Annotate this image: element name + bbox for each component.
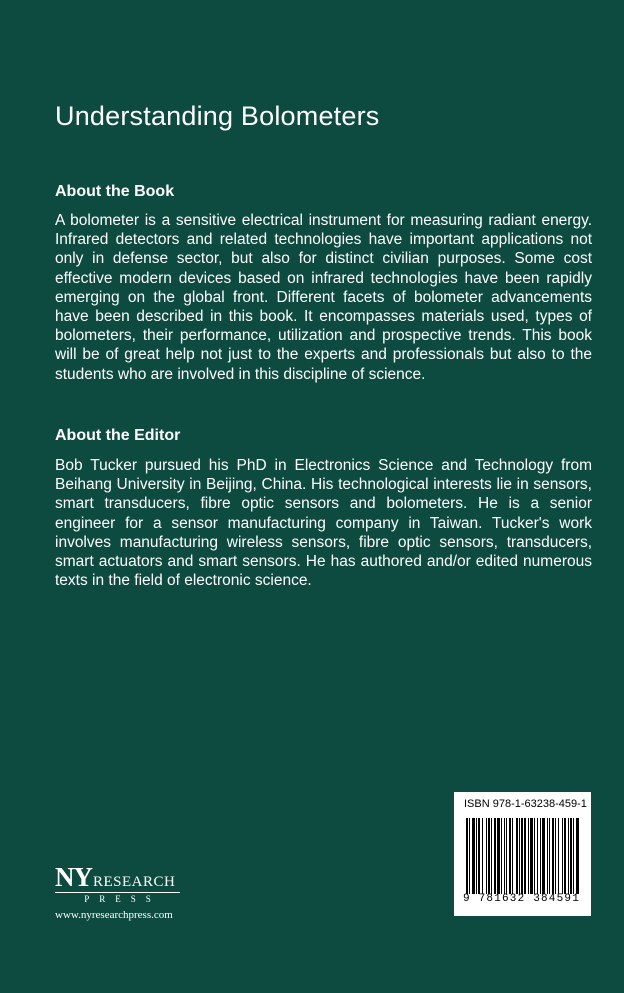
barcode-bar bbox=[558, 818, 559, 894]
publisher-wordmark bbox=[55, 862, 185, 892]
barcode-bar bbox=[564, 818, 566, 894]
about-book-text: A bolometer is a sensitive electrical instrument for measuring radiant energy. Infrared detectors and related technologies have important applications not only in defense sector, but also for distinct civilian purposes. Some cost effective modern devices based on infrared technologies have been rapidly emerging on the global front. Different facets of bolometer advancements have been described in this book. It encompasses materials used, types of bolometers, their performance, utilization and prospective trends. This book will be of great help not just to the experts and professionals but also to the students who are involved in this discipline of science. bbox=[55, 212, 592, 383]
about-editor-text: Bob Tucker pursued his PhD in Electronics Science and Technology from Beihang University in Beijing, China. His technological interests lie in sensors, smart transducers, fibre optic sensors and bolometers. He is a senior engineer for a sensor manufacturing company in Taiwan. Tucker's work involves manufacturing wireless sensors, fibre optic sensors, transducers, smart actuators and smart sensors. He has authored and/or edited numerous texts in the field of electronic science. bbox=[55, 457, 592, 590]
barcode-bar bbox=[486, 818, 487, 894]
publisher-logo-research: RESEARCH bbox=[93, 874, 176, 890]
barcode-bar bbox=[519, 818, 520, 894]
publisher-logo-press: PRESS bbox=[84, 894, 161, 904]
barcode-bar bbox=[537, 818, 538, 894]
barcode-bar bbox=[466, 818, 468, 894]
barcode-digits: 9 781632 384591 bbox=[463, 893, 581, 905]
barcode-bar bbox=[528, 818, 529, 894]
barcode-bar bbox=[555, 818, 556, 894]
barcode-bar bbox=[494, 818, 496, 894]
barcode-bar bbox=[476, 818, 477, 894]
book-title: Understanding Bolometers bbox=[55, 101, 380, 131]
barcode-bar bbox=[491, 818, 492, 894]
barcode-bar bbox=[501, 818, 502, 894]
barcode-bar bbox=[530, 818, 533, 894]
barcode-bar bbox=[509, 818, 511, 894]
barcode-bar bbox=[504, 818, 505, 894]
barcode-bar bbox=[521, 818, 523, 894]
barcode-bar bbox=[552, 818, 554, 894]
barcode-bar bbox=[524, 818, 526, 894]
barcode-bar bbox=[562, 818, 563, 894]
barcode-bar bbox=[573, 818, 574, 894]
barcode-bar bbox=[542, 818, 545, 894]
barcode-bar bbox=[568, 818, 569, 894]
barcode-bar bbox=[506, 818, 507, 894]
publisher-logo bbox=[55, 862, 185, 921]
barcode-bar bbox=[540, 818, 541, 894]
about-editor-heading: About the Editor bbox=[55, 427, 181, 444]
barcode-bar bbox=[472, 818, 475, 894]
publisher-logo-ny: NY bbox=[55, 862, 92, 892]
barcode-bar bbox=[576, 818, 579, 894]
barcode-bar bbox=[534, 818, 535, 894]
barcode-bar bbox=[547, 818, 548, 894]
about-book-heading: About the Book bbox=[55, 183, 175, 200]
barcode-icon bbox=[466, 818, 580, 894]
barcode-bar bbox=[488, 818, 490, 894]
barcode-bar bbox=[516, 818, 518, 894]
barcode-bar bbox=[570, 818, 572, 894]
isbn-label: ISBN 978-1-63238-459-1 bbox=[464, 798, 587, 810]
isbn-barcode-panel bbox=[454, 792, 591, 916]
barcode-bar bbox=[469, 818, 470, 894]
barcode-bar bbox=[512, 818, 513, 894]
barcode-bar bbox=[482, 818, 483, 894]
publisher-url: www.nyresearchpress.com bbox=[55, 909, 173, 921]
barcode-bar bbox=[549, 818, 550, 894]
barcode-bar bbox=[478, 818, 480, 894]
barcode-bar bbox=[497, 818, 500, 894]
